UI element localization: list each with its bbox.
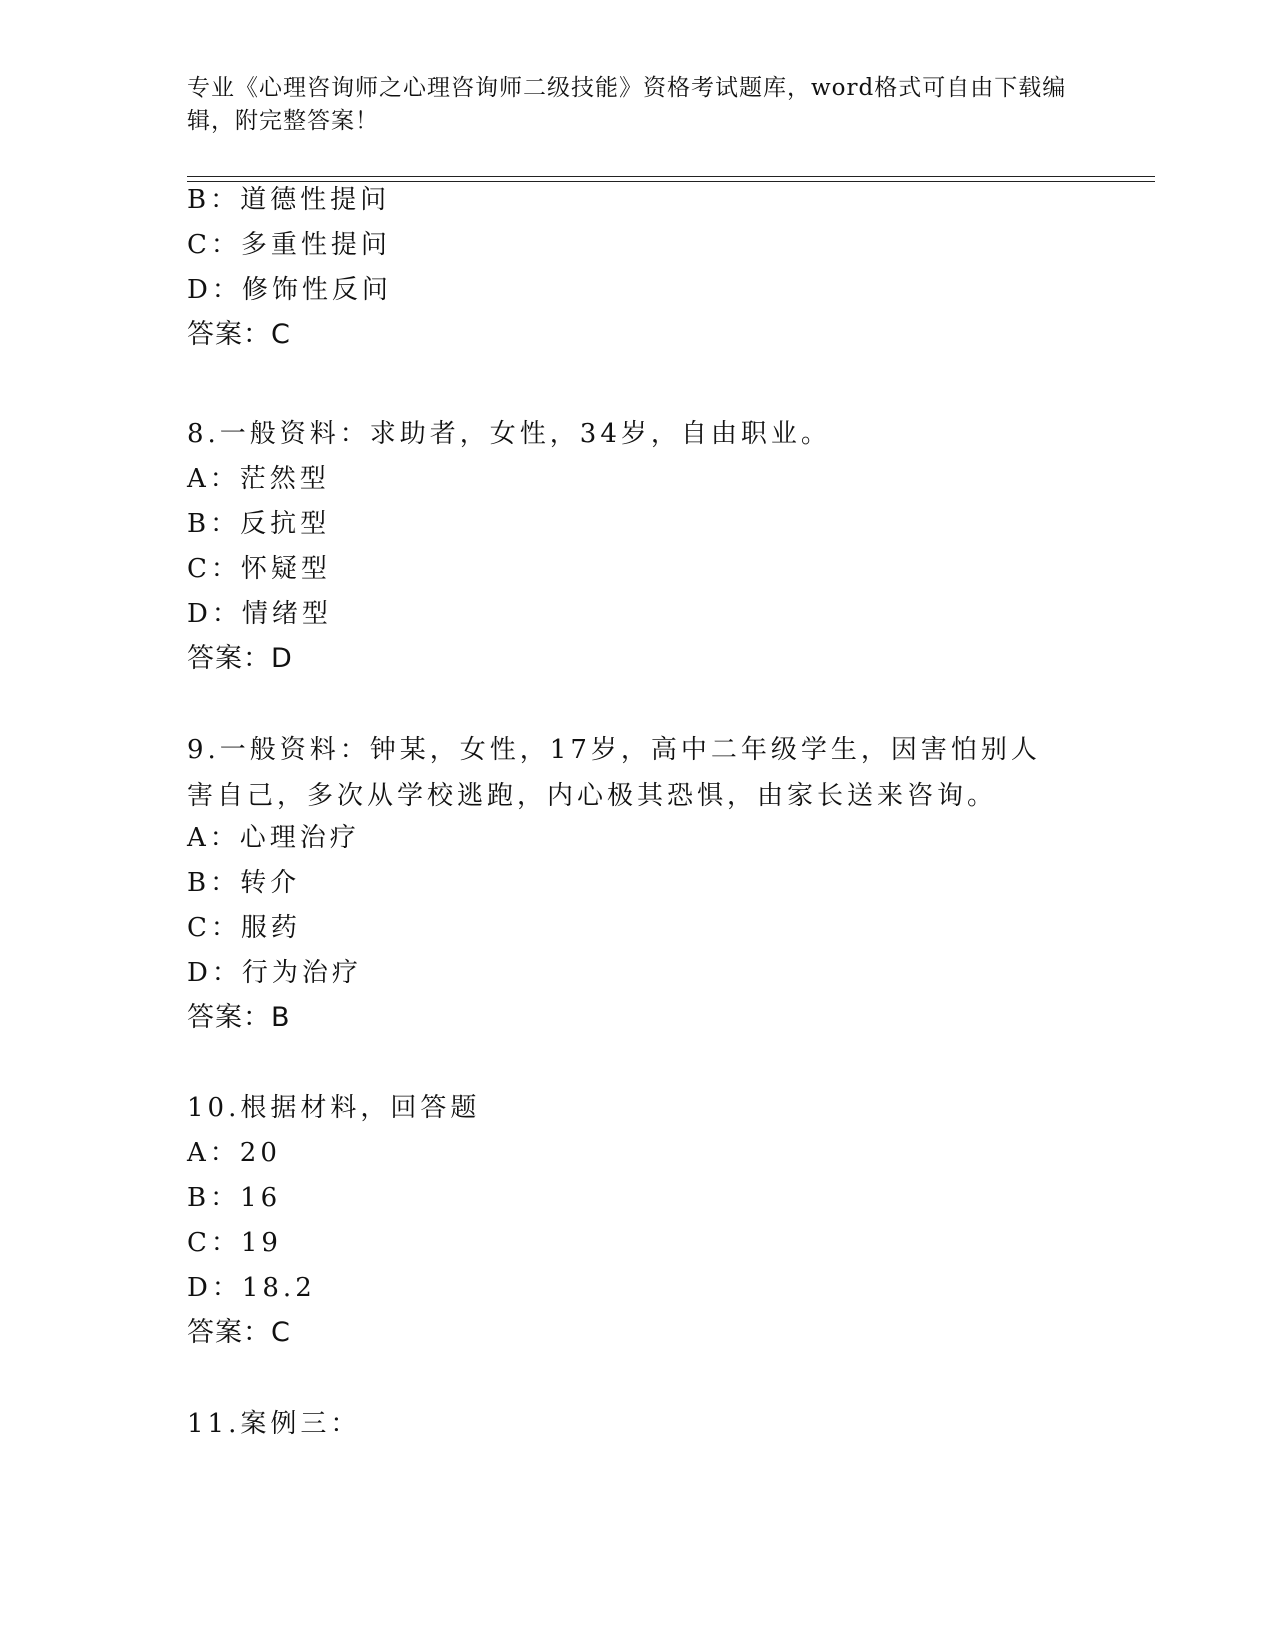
q9-stem: 9.一般资料：钟某，女性，17岁，高中二年级学生，因害怕别人害自己，多次从学校逃跑，内心极其恐惧，由家长送来咨询。	[187, 735, 1041, 811]
q8-option-a: A：茫然型	[187, 464, 330, 494]
q8-stem: 8.一般资料：求助者，女性，34岁，自由职业。	[187, 419, 831, 449]
q10-answer: 答案：C	[187, 1317, 291, 1348]
q10-option-a: A：20	[187, 1138, 281, 1168]
q9-option-a: A：心理治疗	[187, 823, 360, 853]
q9-option-c: C：服药	[187, 913, 301, 943]
q7-option-d: D：修饰性反问	[187, 275, 392, 305]
q9-option-d: D：行为治疗	[187, 958, 362, 988]
q7-option-b: B：道德性提问	[187, 185, 391, 215]
q10-stem: 10.根据材料，回答题	[187, 1093, 481, 1123]
q10-option-b: B：16	[187, 1183, 282, 1213]
q10-option-c: C：19	[187, 1228, 282, 1258]
document-header-description: 专业《心理咨询师之心理咨询师二级技能》资格考试题库，word格式可自由下载编辑，附完整答案！	[187, 75, 1067, 134]
q11-stem: 11.案例三：	[187, 1409, 361, 1439]
q9-option-b: B：转介	[187, 868, 301, 898]
q8-option-d: D：情绪型	[187, 599, 332, 629]
header-divider	[187, 176, 1155, 182]
q8-answer: 答案：D	[187, 643, 293, 674]
q9-answer: 答案：B	[187, 1002, 291, 1033]
q8-option-b: B：反抗型	[187, 509, 331, 539]
q7-answer: 答案：C	[187, 319, 291, 350]
q8-option-c: C：怀疑型	[187, 554, 331, 584]
q10-option-d: D：18.2	[187, 1273, 316, 1303]
q7-option-c: C：多重性提问	[187, 230, 391, 260]
